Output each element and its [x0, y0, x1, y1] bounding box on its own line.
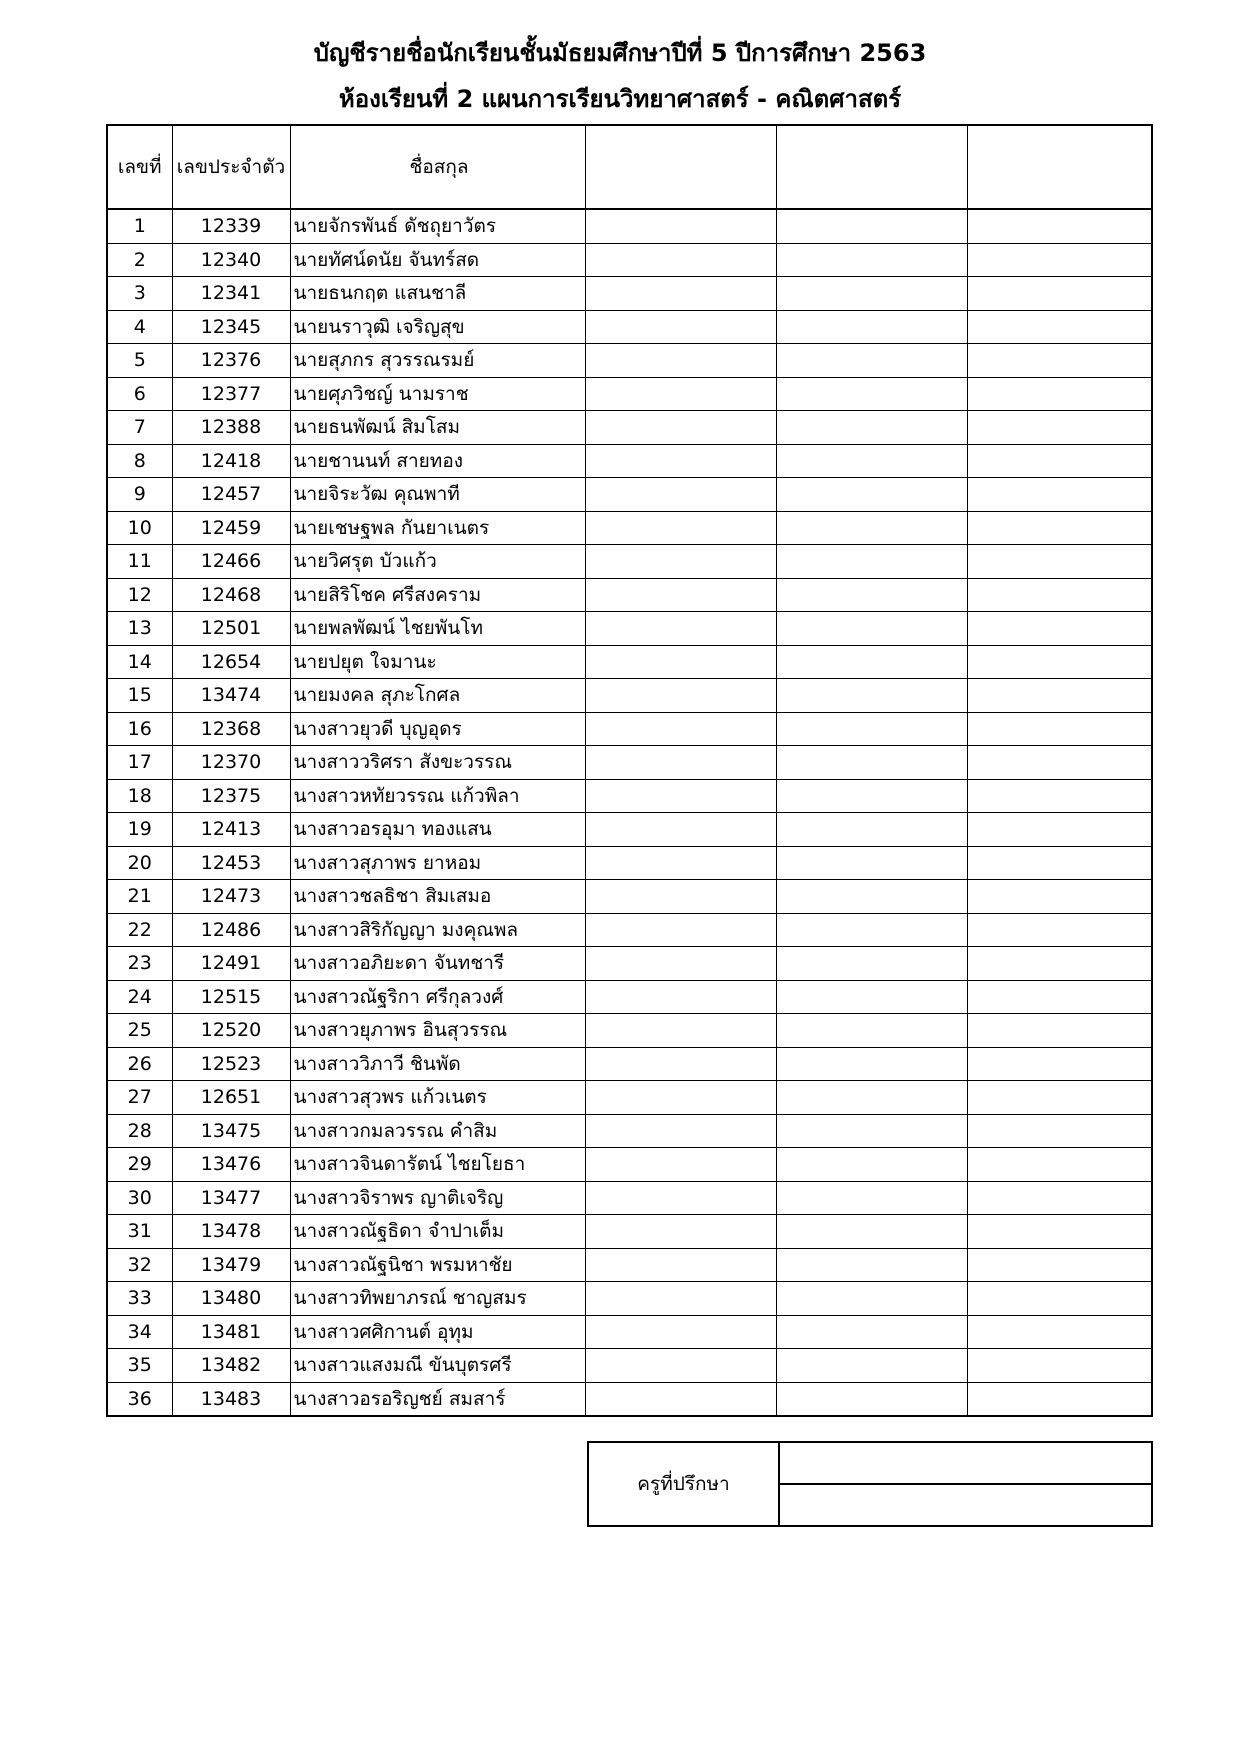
row-number: 18	[107, 779, 172, 813]
row-number: 20	[107, 846, 172, 880]
row-student-name: นางสาววริศรา สังขะวรรณ	[290, 746, 585, 780]
table-row	[107, 779, 1152, 813]
row-blank-cell-3	[967, 1315, 1152, 1349]
row-student-id: 13475	[172, 1114, 290, 1148]
row-student-id: 12515	[172, 980, 290, 1014]
row-blank-cell-2	[776, 209, 967, 243]
row-blank-cell-3	[967, 277, 1152, 311]
row-blank-cell-2	[776, 980, 967, 1014]
row-blank-cell-2	[776, 478, 967, 512]
row-number: 32	[107, 1248, 172, 1282]
row-student-name: นางสาวศศิกานต์ อุทุม	[290, 1315, 585, 1349]
table-row	[107, 277, 1152, 311]
row-number: 23	[107, 947, 172, 981]
row-student-name: นางสาวอภิยะดา จันทชารี	[290, 947, 585, 981]
row-blank-cell-1	[585, 243, 776, 277]
table-row	[107, 880, 1152, 914]
row-number: 22	[107, 913, 172, 947]
row-number: 9	[107, 478, 172, 512]
row-student-name: นางสาวกมลวรรณ คำสิม	[290, 1114, 585, 1148]
row-blank-cell-2	[776, 1282, 967, 1316]
row-blank-cell-2	[776, 846, 967, 880]
table-row	[107, 377, 1152, 411]
row-number: 33	[107, 1282, 172, 1316]
row-blank-cell-1	[585, 344, 776, 378]
row-number: 7	[107, 411, 172, 445]
row-student-id: 12520	[172, 1014, 290, 1048]
column-header-blank-2	[776, 125, 967, 209]
row-student-id: 13483	[172, 1382, 290, 1416]
row-student-id: 12473	[172, 880, 290, 914]
row-student-id: 12418	[172, 444, 290, 478]
row-blank-cell-1	[585, 712, 776, 746]
row-blank-cell-3	[967, 1248, 1152, 1282]
row-student-id: 12375	[172, 779, 290, 813]
row-number: 11	[107, 545, 172, 579]
row-blank-cell-3	[967, 813, 1152, 847]
row-blank-cell-2	[776, 277, 967, 311]
table-row	[107, 1081, 1152, 1115]
table-row	[107, 980, 1152, 1014]
column-header-name: ชื่อสกุล	[290, 125, 585, 209]
row-blank-cell-2	[776, 1081, 967, 1115]
row-student-name: นายศุภวิชญ์ นามราช	[290, 377, 585, 411]
row-blank-cell-3	[967, 1114, 1152, 1148]
row-number: 16	[107, 712, 172, 746]
table-row	[107, 411, 1152, 445]
row-student-id: 12457	[172, 478, 290, 512]
row-number: 34	[107, 1315, 172, 1349]
row-blank-cell-2	[776, 377, 967, 411]
row-student-id: 12376	[172, 344, 290, 378]
row-blank-cell-1	[585, 980, 776, 1014]
table-row	[107, 444, 1152, 478]
row-blank-cell-3	[967, 545, 1152, 579]
row-blank-cell-1	[585, 1047, 776, 1081]
row-number: 24	[107, 980, 172, 1014]
row-student-name: นางสาวณัฐริกา ศรีกุลวงศ์	[290, 980, 585, 1014]
row-blank-cell-3	[967, 645, 1152, 679]
row-blank-cell-1	[585, 1349, 776, 1383]
table-row	[107, 947, 1152, 981]
row-blank-cell-1	[585, 277, 776, 311]
row-number: 15	[107, 679, 172, 713]
advisor-table	[587, 1441, 1153, 1527]
row-student-name: นายวิศรุต บัวแก้ว	[290, 545, 585, 579]
row-blank-cell-3	[967, 1081, 1152, 1115]
row-student-id: 13482	[172, 1349, 290, 1383]
row-blank-cell-3	[967, 1148, 1152, 1182]
row-student-name: นายทัศน์ดนัย จันทร์สด	[290, 243, 585, 277]
row-blank-cell-2	[776, 1349, 967, 1383]
row-number: 10	[107, 511, 172, 545]
row-blank-cell-2	[776, 344, 967, 378]
row-number: 35	[107, 1349, 172, 1383]
student-roster-table	[106, 124, 1153, 1417]
row-student-id: 12340	[172, 243, 290, 277]
row-blank-cell-3	[967, 779, 1152, 813]
row-student-id: 12339	[172, 209, 290, 243]
table-row	[107, 645, 1152, 679]
row-blank-cell-3	[967, 1181, 1152, 1215]
row-blank-cell-2	[776, 679, 967, 713]
row-blank-cell-1	[585, 645, 776, 679]
row-student-name: นายสุภกร สุวรรณรมย์	[290, 344, 585, 378]
row-blank-cell-1	[585, 578, 776, 612]
row-blank-cell-2	[776, 243, 967, 277]
row-blank-cell-3	[967, 1215, 1152, 1249]
table-row	[107, 1248, 1152, 1282]
table-row	[107, 1382, 1152, 1416]
row-number: 13	[107, 612, 172, 646]
table-header-row	[107, 125, 1152, 209]
row-number: 1	[107, 209, 172, 243]
row-number: 19	[107, 813, 172, 847]
row-student-name: นางสาวอรอุมา ทองแสน	[290, 813, 585, 847]
row-blank-cell-2	[776, 1148, 967, 1182]
row-student-name: นายธนพัฒน์ สิมโสม	[290, 411, 585, 445]
column-header-number: เลขที่	[107, 125, 172, 209]
row-blank-cell-3	[967, 511, 1152, 545]
row-student-id: 12377	[172, 377, 290, 411]
table-row	[107, 1282, 1152, 1316]
row-number: 30	[107, 1181, 172, 1215]
row-blank-cell-3	[967, 846, 1152, 880]
page-subtitle: ห้องเรียนที่ 2 แผนการเรียนวิทยาศาสตร์ - คณิตศาสตร์	[338, 85, 902, 113]
row-blank-cell-3	[967, 612, 1152, 646]
row-blank-cell-3	[967, 1282, 1152, 1316]
row-student-id: 12413	[172, 813, 290, 847]
row-blank-cell-1	[585, 1248, 776, 1282]
row-student-name: นางสาวจิราพร ญาติเจริญ	[290, 1181, 585, 1215]
row-blank-cell-1	[585, 545, 776, 579]
page-title: บัญชีรายชื่อนักเรียนชั้นมัธยมศึกษาปีที่ 5 ปีการศึกษา 2563	[313, 39, 927, 67]
table-row	[107, 344, 1152, 378]
row-student-id: 12486	[172, 913, 290, 947]
row-blank-cell-3	[967, 344, 1152, 378]
row-number: 4	[107, 310, 172, 344]
row-student-name: นางสาวทิพยาภรณ์ ชาญสมร	[290, 1282, 585, 1316]
row-student-id: 12368	[172, 712, 290, 746]
row-blank-cell-2	[776, 947, 967, 981]
row-blank-cell-1	[585, 779, 776, 813]
row-student-id: 13474	[172, 679, 290, 713]
row-number: 6	[107, 377, 172, 411]
row-student-id: 12370	[172, 746, 290, 780]
row-student-name: นางสาวหทัยวรรณ แก้วพิลา	[290, 779, 585, 813]
row-blank-cell-2	[776, 880, 967, 914]
row-blank-cell-1	[585, 1081, 776, 1115]
table-row	[107, 1349, 1152, 1383]
row-student-id: 12388	[172, 411, 290, 445]
row-blank-cell-3	[967, 478, 1152, 512]
row-blank-cell-1	[585, 478, 776, 512]
row-blank-cell-1	[585, 411, 776, 445]
row-student-name: นางสาวสุวพร แก้วเนตร	[290, 1081, 585, 1115]
row-student-name: นายจักรพันธ์ ดัชถุยาวัตร	[290, 209, 585, 243]
row-blank-cell-3	[967, 243, 1152, 277]
row-blank-cell-1	[585, 947, 776, 981]
row-student-id: 12523	[172, 1047, 290, 1081]
table-row	[107, 746, 1152, 780]
column-header-student-id: เลขประจำตัว	[172, 125, 290, 209]
row-blank-cell-3	[967, 1382, 1152, 1416]
table-row	[107, 1215, 1152, 1249]
row-number: 8	[107, 444, 172, 478]
row-blank-cell-2	[776, 1014, 967, 1048]
row-blank-cell-1	[585, 209, 776, 243]
row-student-id: 13480	[172, 1282, 290, 1316]
table-row	[107, 679, 1152, 713]
row-blank-cell-2	[776, 411, 967, 445]
row-blank-cell-3	[967, 880, 1152, 914]
row-number: 21	[107, 880, 172, 914]
row-blank-cell-2	[776, 444, 967, 478]
row-blank-cell-1	[585, 1315, 776, 1349]
row-blank-cell-2	[776, 645, 967, 679]
table-row	[107, 578, 1152, 612]
table-row	[107, 846, 1152, 880]
column-header-blank-3	[967, 125, 1152, 209]
row-blank-cell-3	[967, 578, 1152, 612]
row-blank-cell-2	[776, 1181, 967, 1215]
row-blank-cell-1	[585, 1215, 776, 1249]
row-blank-cell-1	[585, 444, 776, 478]
row-blank-cell-1	[585, 846, 776, 880]
row-student-name: นางสาวยุวดี บุญอุดร	[290, 712, 585, 746]
row-student-id: 12654	[172, 645, 290, 679]
row-student-id: 12341	[172, 277, 290, 311]
table-row	[107, 712, 1152, 746]
row-student-name: นางสาวสุภาพร ยาหอม	[290, 846, 585, 880]
row-student-name: นางสาวแสงมณี ขันบุตรศรี	[290, 1349, 585, 1383]
row-number: 2	[107, 243, 172, 277]
row-blank-cell-2	[776, 612, 967, 646]
row-blank-cell-2	[776, 1382, 967, 1416]
table-row	[107, 813, 1152, 847]
row-blank-cell-3	[967, 712, 1152, 746]
row-blank-cell-2	[776, 712, 967, 746]
row-student-id: 12651	[172, 1081, 290, 1115]
row-student-name: นางสาวจินดารัตน์ ไชยโยธา	[290, 1148, 585, 1182]
row-number: 31	[107, 1215, 172, 1249]
row-student-name: นายนราวุฒิ เจริญสุข	[290, 310, 585, 344]
row-blank-cell-3	[967, 411, 1152, 445]
row-number: 28	[107, 1114, 172, 1148]
table-row	[107, 478, 1152, 512]
row-student-name: นางสาวสิริกัญญา มงคุณพล	[290, 913, 585, 947]
table-row	[107, 310, 1152, 344]
row-number: 12	[107, 578, 172, 612]
row-number: 29	[107, 1148, 172, 1182]
row-student-name: นายธนกฤต แสนชาลี	[290, 277, 585, 311]
row-blank-cell-1	[585, 880, 776, 914]
row-student-id: 13481	[172, 1315, 290, 1349]
row-blank-cell-3	[967, 444, 1152, 478]
row-number: 27	[107, 1081, 172, 1115]
row-blank-cell-2	[776, 813, 967, 847]
row-number: 36	[107, 1382, 172, 1416]
row-blank-cell-1	[585, 1114, 776, 1148]
row-blank-cell-1	[585, 679, 776, 713]
table-row	[107, 545, 1152, 579]
table-row	[107, 1047, 1152, 1081]
row-blank-cell-3	[967, 980, 1152, 1014]
row-student-id: 13476	[172, 1148, 290, 1182]
row-student-id: 12466	[172, 545, 290, 579]
row-blank-cell-2	[776, 511, 967, 545]
table-body	[107, 209, 1152, 1416]
row-blank-cell-3	[967, 947, 1152, 981]
table-row	[107, 612, 1152, 646]
row-blank-cell-2	[776, 1315, 967, 1349]
row-blank-cell-2	[776, 1215, 967, 1249]
advisor-label: ครูที่ปรึกษา	[588, 1442, 779, 1526]
row-number: 3	[107, 277, 172, 311]
row-blank-cell-1	[585, 813, 776, 847]
row-student-name: นายชานนท์ สายทอง	[290, 444, 585, 478]
row-student-name: นางสาวณัฐนิชา พรมหาชัย	[290, 1248, 585, 1282]
row-student-name: นางสาวยุภาพร อินสุวรรณ	[290, 1014, 585, 1048]
row-blank-cell-1	[585, 1014, 776, 1048]
row-number: 25	[107, 1014, 172, 1048]
column-header-blank-1	[585, 125, 776, 209]
table-row	[107, 1114, 1152, 1148]
row-blank-cell-2	[776, 545, 967, 579]
row-student-id: 12453	[172, 846, 290, 880]
row-blank-cell-2	[776, 913, 967, 947]
row-number: 26	[107, 1047, 172, 1081]
row-student-id: 12468	[172, 578, 290, 612]
row-student-name: นายพลพัฒน์ ไชยพันโท	[290, 612, 585, 646]
row-blank-cell-3	[967, 1349, 1152, 1383]
row-blank-cell-3	[967, 1047, 1152, 1081]
advisor-name-field-2	[779, 1484, 1152, 1526]
row-student-id: 13478	[172, 1215, 290, 1249]
row-blank-cell-2	[776, 1248, 967, 1282]
row-number: 5	[107, 344, 172, 378]
row-student-id: 13477	[172, 1181, 290, 1215]
row-blank-cell-3	[967, 679, 1152, 713]
row-blank-cell-1	[585, 377, 776, 411]
row-student-name: นายเชษฐพล กันยาเนตร	[290, 511, 585, 545]
table-row	[107, 1181, 1152, 1215]
row-student-name: นางสาวณัฐธิดา จำปาเต็ม	[290, 1215, 585, 1249]
row-number: 17	[107, 746, 172, 780]
row-number: 14	[107, 645, 172, 679]
row-student-id: 12491	[172, 947, 290, 981]
row-blank-cell-3	[967, 310, 1152, 344]
row-blank-cell-2	[776, 1114, 967, 1148]
row-blank-cell-3	[967, 913, 1152, 947]
advisor-name-field-1	[779, 1442, 1152, 1484]
row-student-id: 12501	[172, 612, 290, 646]
row-blank-cell-2	[776, 779, 967, 813]
row-blank-cell-1	[585, 1181, 776, 1215]
row-student-name: นางสาวอรอริญชย์ สมสาร์	[290, 1382, 585, 1416]
table-row	[107, 1315, 1152, 1349]
table-row	[107, 209, 1152, 243]
table-row	[107, 1014, 1152, 1048]
row-blank-cell-3	[967, 746, 1152, 780]
row-student-name: นายจิระวัฒ คุณพาที	[290, 478, 585, 512]
row-blank-cell-1	[585, 913, 776, 947]
table-row	[107, 913, 1152, 947]
row-student-name: นายปยุต ใจมานะ	[290, 645, 585, 679]
table-row	[107, 243, 1152, 277]
row-blank-cell-1	[585, 612, 776, 646]
row-blank-cell-3	[967, 1014, 1152, 1048]
row-blank-cell-1	[585, 1382, 776, 1416]
row-student-name: นางสาวชลธิชา สิมเสมอ	[290, 880, 585, 914]
row-blank-cell-2	[776, 1047, 967, 1081]
row-blank-cell-2	[776, 310, 967, 344]
row-student-name: นายมงคล สุภะโกศล	[290, 679, 585, 713]
row-blank-cell-3	[967, 209, 1152, 243]
row-student-id: 12459	[172, 511, 290, 545]
row-student-id: 12345	[172, 310, 290, 344]
row-blank-cell-2	[776, 578, 967, 612]
table-row	[107, 1148, 1152, 1182]
row-blank-cell-1	[585, 746, 776, 780]
row-blank-cell-1	[585, 1148, 776, 1182]
row-blank-cell-1	[585, 310, 776, 344]
row-blank-cell-1	[585, 1282, 776, 1316]
row-blank-cell-2	[776, 746, 967, 780]
row-student-id: 13479	[172, 1248, 290, 1282]
row-student-name: นางสาววิภาวี ชินพัด	[290, 1047, 585, 1081]
row-blank-cell-1	[585, 511, 776, 545]
table-row	[107, 511, 1152, 545]
row-student-name: นายสิริโชค ศรีสงคราม	[290, 578, 585, 612]
row-blank-cell-3	[967, 377, 1152, 411]
